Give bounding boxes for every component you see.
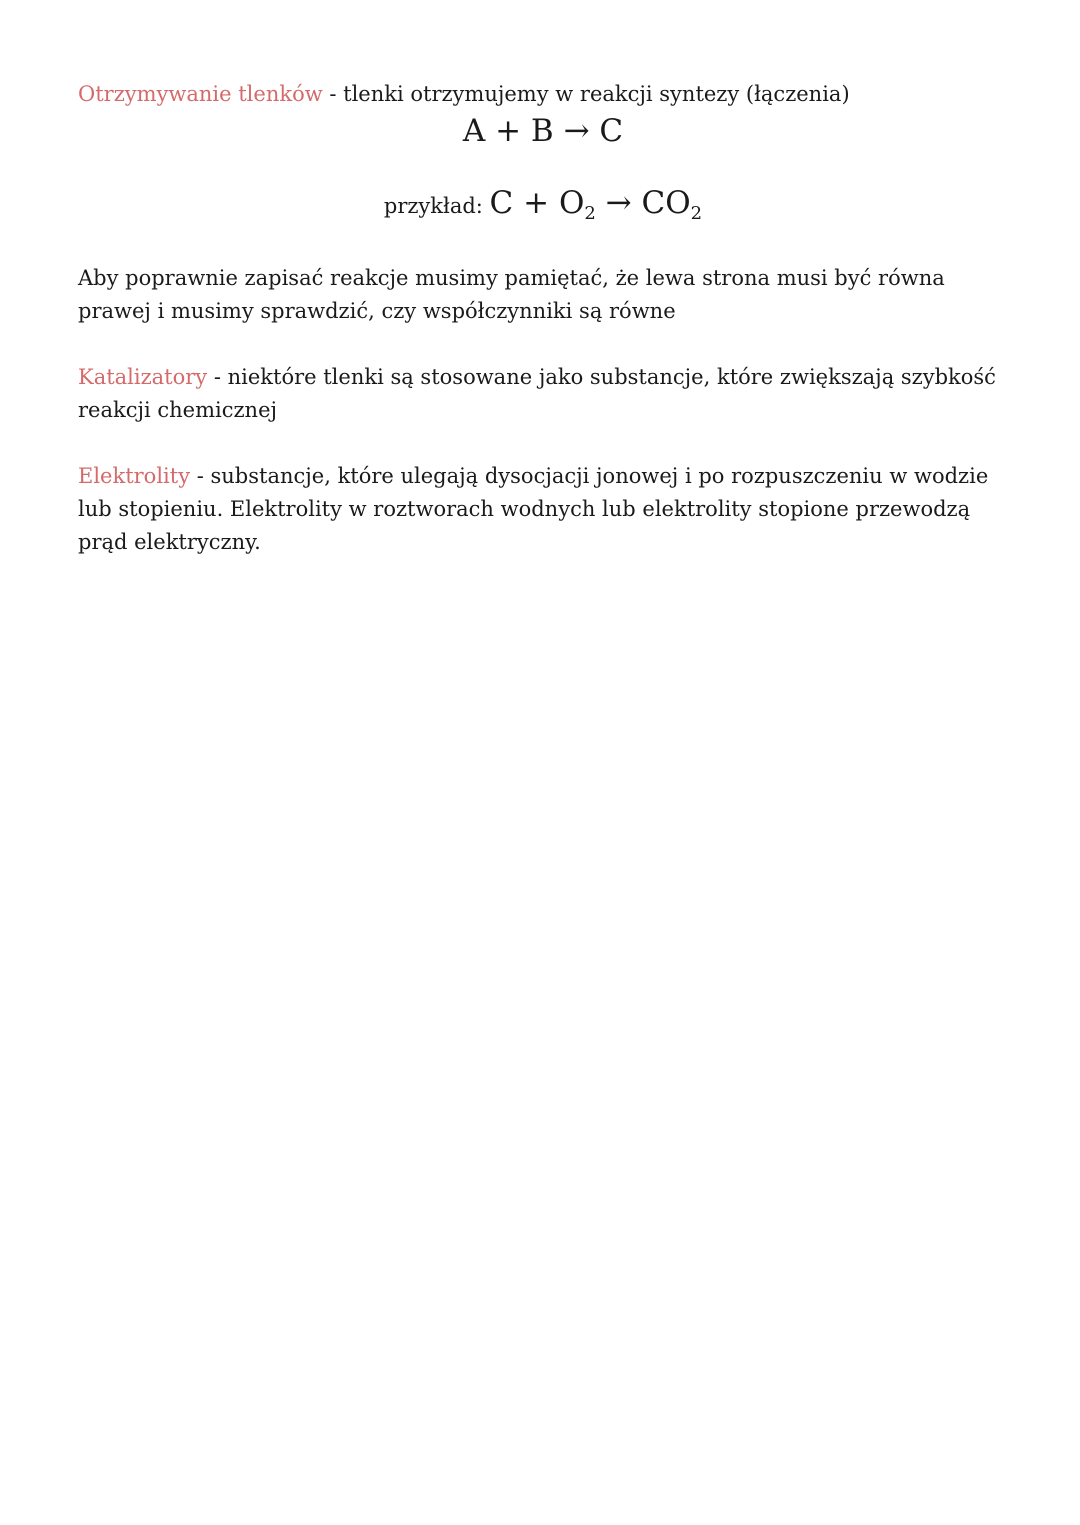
example-lhs-text: C + O	[489, 185, 585, 221]
example-arrow-product: → CO	[595, 185, 691, 221]
term-otrzymywanie-tlenkow: Otrzymywanie tlenków	[78, 82, 323, 106]
paragraph-elektrolity	[78, 460, 1008, 559]
paragraph-otrzymywanie	[78, 78, 1008, 111]
example-lhs-subscript: 2	[584, 203, 596, 224]
term-elektrolity: Elektrolity	[78, 464, 191, 488]
definition-katalizatory: - niektóre tlenki są stosowane jako substancje, które zwiększają szybkość reakcji chemicznej	[78, 365, 996, 422]
example-label: przykład:	[383, 194, 490, 218]
term-katalizatory: Katalizatory	[78, 365, 208, 389]
definition-elektrolity: - substancje, które ulegają dysocjacji jonowej i po rozpuszczeniu w wodzie lub stopieniu. Elektrolity w roztworach wodnych lub elektrolity stopione przewodzą prąd elektryczny.	[78, 464, 989, 554]
example-rhs-subscript: 2	[690, 203, 703, 224]
document-content	[78, 78, 1008, 559]
paragraph-note: Aby poprawnie zapisać reakcje musimy pamiętać, że lewa strona musi być równa prawej i musimy sprawdzić, czy współczynniki są równe	[78, 266, 945, 323]
example-equation	[78, 181, 1008, 228]
formula-synthesis: A + B → C	[462, 113, 624, 149]
definition-otrzymywanie: - tlenki otrzymujemy w reakcji syntezy (łączenia)	[322, 82, 850, 106]
example-lhs	[489, 185, 703, 224]
paragraph-katalizatory	[78, 361, 1008, 427]
